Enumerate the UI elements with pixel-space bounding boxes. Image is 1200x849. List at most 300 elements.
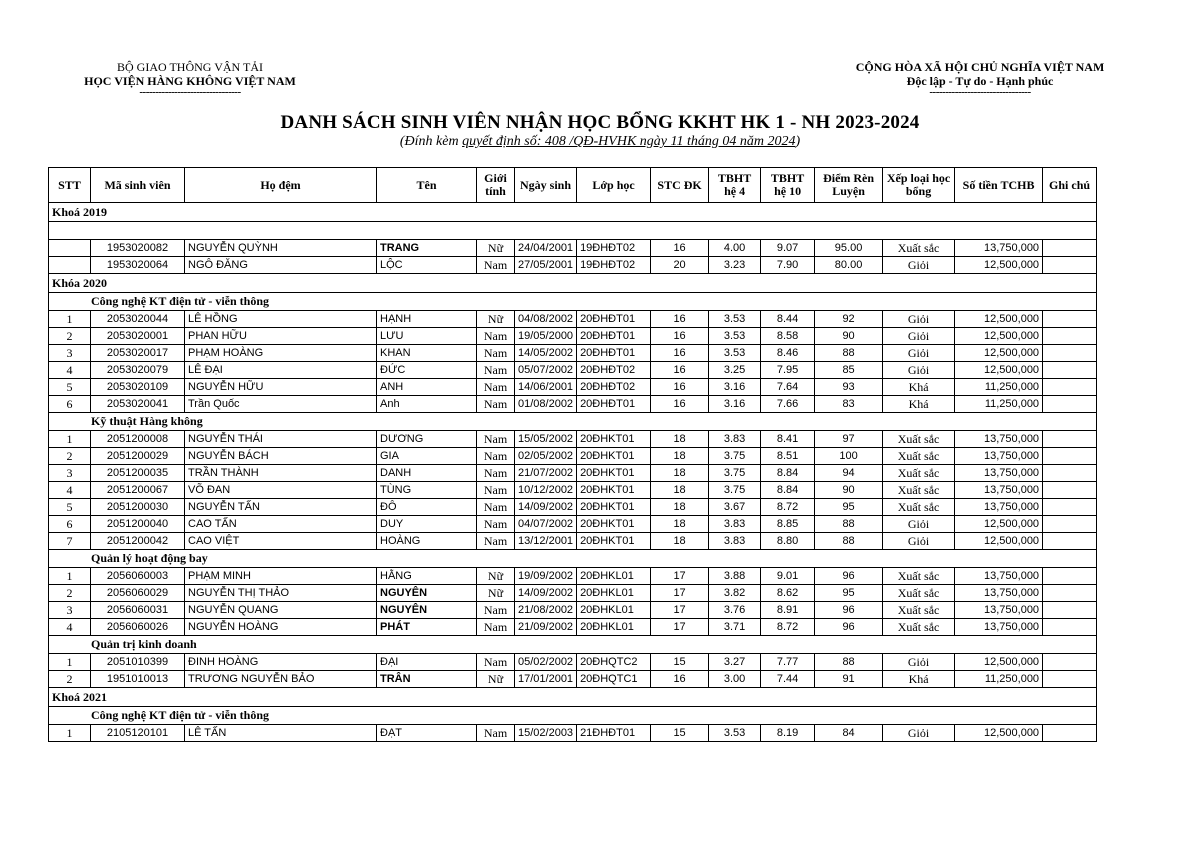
- cell-birth-date: 24/04/2001: [515, 240, 577, 257]
- cell-student-id: 2056060003: [91, 568, 185, 585]
- cell-gpa-4: 3.76: [709, 602, 761, 619]
- cell-gpa-10: 8.84: [761, 482, 815, 499]
- cell-last-middle-name: PHẠM MINH: [185, 568, 377, 585]
- cell-student-id: 2051200008: [91, 431, 185, 448]
- col-header-stt: STT: [49, 168, 91, 203]
- col-header-student-id: Mã sinh viên: [91, 168, 185, 203]
- cell-stt: 3: [49, 465, 91, 482]
- cell-gpa-10: 8.72: [761, 499, 815, 516]
- cell-gpa-10: 7.90: [761, 257, 815, 274]
- cell-class: 20ĐHQTC1: [577, 671, 651, 688]
- cell-amount: 13,750,000: [955, 465, 1043, 482]
- cell-note: [1043, 431, 1097, 448]
- cell-credits: 16: [651, 362, 709, 379]
- cell-student-id: 2051200042: [91, 533, 185, 550]
- cell-amount: 13,750,000: [955, 482, 1043, 499]
- cell-amount: 12,500,000: [955, 362, 1043, 379]
- cell-class: 21ĐHĐT01: [577, 725, 651, 742]
- cell-last-middle-name: NGUYỄN BÁCH: [185, 448, 377, 465]
- col-header-first-name: Tên: [377, 168, 477, 203]
- table-row: [49, 311, 1097, 328]
- col-header-gender: Giới tính: [477, 168, 515, 203]
- cell-class: 20ĐHKT01: [577, 516, 651, 533]
- cell-credits: 15: [651, 654, 709, 671]
- cell-gpa-4: 3.53: [709, 328, 761, 345]
- cell-scholarship-rank: Giỏi: [883, 345, 955, 362]
- cell-gpa-4: 3.53: [709, 725, 761, 742]
- cell-scholarship-rank: Khá: [883, 379, 955, 396]
- cell-conduct-score: 85: [815, 362, 883, 379]
- cell-scholarship-rank: Giỏi: [883, 311, 955, 328]
- cell-student-id: 1953020064: [91, 257, 185, 274]
- cell-last-middle-name: TRƯƠNG NGUYỄN BẢO: [185, 671, 377, 688]
- cell-amount: 11,250,000: [955, 671, 1043, 688]
- cell-gender: Nam: [477, 379, 515, 396]
- cell-birth-date: 10/12/2002: [515, 482, 577, 499]
- cell-gpa-4: 3.75: [709, 448, 761, 465]
- cell-gender: Nam: [477, 654, 515, 671]
- table-body: [49, 203, 1097, 742]
- cell-note: [1043, 533, 1097, 550]
- cell-gpa-10: 8.46: [761, 345, 815, 362]
- cell-amount: 13,750,000: [955, 448, 1043, 465]
- col-header-amount: Số tiền TCHB: [955, 168, 1043, 203]
- table-row: [49, 431, 1097, 448]
- table-row: [49, 396, 1097, 413]
- cell-class: 20ĐHKT01: [577, 482, 651, 499]
- cell-last-middle-name: LÊ ĐẠI: [185, 362, 377, 379]
- col-header-credits: STC ĐK: [651, 168, 709, 203]
- cell-scholarship-rank: Giỏi: [883, 654, 955, 671]
- cell-student-id: 2051200040: [91, 516, 185, 533]
- table-row: [49, 499, 1097, 516]
- cell-gender: Nam: [477, 396, 515, 413]
- major-label: Kỹ thuật Hàng không: [49, 413, 1097, 431]
- col-header-gpa-10: TBHT hệ 10: [761, 168, 815, 203]
- cell-stt: 4: [49, 362, 91, 379]
- cell-gender: Nữ: [477, 671, 515, 688]
- decision-reference: quyết định số: 408 /QĐ-HVHK ngày 11 tháng 04 năm 2024: [462, 134, 796, 149]
- cell-conduct-score: 96: [815, 619, 883, 636]
- scholarship-table: [48, 167, 1097, 742]
- cell-gpa-10: 8.19: [761, 725, 815, 742]
- table-row: [49, 328, 1097, 345]
- cell-class: 20ĐHĐT01: [577, 311, 651, 328]
- cell-credits: 18: [651, 431, 709, 448]
- cell-birth-date: 05/02/2002: [515, 654, 577, 671]
- cell-note: [1043, 345, 1097, 362]
- cell-stt: 1: [49, 431, 91, 448]
- cell-credits: 15: [651, 725, 709, 742]
- col-header-gpa-4: TBHT hệ 4: [709, 168, 761, 203]
- cell-birth-date: 14/09/2002: [515, 499, 577, 516]
- country-name: CỘNG HÒA XÃ HỘI CHỦ NGHĨA VIỆT NAM: [855, 60, 1105, 74]
- cell-student-id: 2105120101: [91, 725, 185, 742]
- cell-last-middle-name: LÊ HỒNG: [185, 311, 377, 328]
- cell-gpa-4: 4.00: [709, 240, 761, 257]
- cell-conduct-score: 88: [815, 516, 883, 533]
- cell-note: [1043, 619, 1097, 636]
- cell-amount: 12,500,000: [955, 257, 1043, 274]
- subtitle-suffix: ): [795, 134, 801, 149]
- cell-gpa-4: 3.71: [709, 619, 761, 636]
- col-header-class: Lớp học: [577, 168, 651, 203]
- cell-first-name: HẰNG: [377, 568, 477, 585]
- cell-gpa-4: 3.75: [709, 482, 761, 499]
- cell-class: 20ĐHĐT01: [577, 328, 651, 345]
- cell-last-middle-name: TRẦN THÀNH: [185, 465, 377, 482]
- cell-first-name: ĐỨC: [377, 362, 477, 379]
- cell-last-middle-name: Trần Quốc: [185, 396, 377, 413]
- cell-student-id: 2051200035: [91, 465, 185, 482]
- cell-last-middle-name: NGÔ ĐĂNG: [185, 257, 377, 274]
- cell-gpa-10: 7.44: [761, 671, 815, 688]
- table-row: [49, 533, 1097, 550]
- document-title: DANH SÁCH SINH VIÊN NHẬN HỌC BỔNG KKHT HK 1 - NH 2023-2024: [280, 112, 920, 133]
- cell-amount: 12,500,000: [955, 725, 1043, 742]
- cell-birth-date: 21/07/2002: [515, 465, 577, 482]
- cell-birth-date: 15/02/2003: [515, 725, 577, 742]
- cell-gpa-10: 7.66: [761, 396, 815, 413]
- major-label: Công nghệ KT điện tử - viễn thông: [49, 707, 1097, 725]
- cell-birth-date: 21/09/2002: [515, 619, 577, 636]
- table-row: [49, 568, 1097, 585]
- cell-student-id: 1951010013: [91, 671, 185, 688]
- cell-gpa-4: 3.83: [709, 533, 761, 550]
- table-row: [49, 619, 1097, 636]
- cell-gpa-10: 7.64: [761, 379, 815, 396]
- cell-conduct-score: 92: [815, 311, 883, 328]
- cell-birth-date: 04/07/2002: [515, 516, 577, 533]
- cell-note: [1043, 362, 1097, 379]
- cell-birth-date: 15/05/2002: [515, 431, 577, 448]
- cell-last-middle-name: CAO TẤN: [185, 516, 377, 533]
- cell-note: [1043, 379, 1097, 396]
- cell-scholarship-rank: Xuất sắc: [883, 240, 955, 257]
- cell-note: [1043, 499, 1097, 516]
- cell-amount: 12,500,000: [955, 328, 1043, 345]
- cell-class: 20ĐHKL01: [577, 568, 651, 585]
- cell-student-id: 2053020079: [91, 362, 185, 379]
- cell-gpa-4: 3.67: [709, 499, 761, 516]
- cell-class: 20ĐHKT01: [577, 465, 651, 482]
- cohort-label: Khóa 2020: [49, 274, 1097, 293]
- cell-scholarship-rank: Xuất sắc: [883, 465, 955, 482]
- table-row: [49, 671, 1097, 688]
- col-header-last-middle-name: Họ đệm: [185, 168, 377, 203]
- cell-student-id: 2051200030: [91, 499, 185, 516]
- header-left: [55, 60, 325, 97]
- cell-class: 19ĐHĐT02: [577, 257, 651, 274]
- cell-gender: Nam: [477, 257, 515, 274]
- cell-gpa-4: 3.16: [709, 396, 761, 413]
- cell-note: [1043, 482, 1097, 499]
- major-row: [49, 550, 1097, 568]
- cell-note: [1043, 516, 1097, 533]
- cell-stt: 3: [49, 345, 91, 362]
- cell-note: [1043, 725, 1097, 742]
- cell-student-id: 2056060031: [91, 602, 185, 619]
- cell-stt: 2: [49, 448, 91, 465]
- cell-first-name: DƯƠNG: [377, 431, 477, 448]
- cell-student-id: 2053020109: [91, 379, 185, 396]
- cell-scholarship-rank: Giỏi: [883, 516, 955, 533]
- cell-credits: 16: [651, 396, 709, 413]
- cell-gender: Nam: [477, 619, 515, 636]
- cell-last-middle-name: NGUYỄN QUANG: [185, 602, 377, 619]
- major-row: [49, 293, 1097, 311]
- cell-conduct-score: 94: [815, 465, 883, 482]
- cell-note: [1043, 585, 1097, 602]
- cell-gpa-4: 3.53: [709, 311, 761, 328]
- document-subtitle: [0, 134, 1200, 150]
- cell-note: [1043, 311, 1097, 328]
- cell-amount: 12,500,000: [955, 516, 1043, 533]
- cell-class: 20ĐHQTC2: [577, 654, 651, 671]
- cell-stt: 4: [49, 482, 91, 499]
- cell-last-middle-name: NGUYỄN TẤN: [185, 499, 377, 516]
- cell-gpa-4: 3.16: [709, 379, 761, 396]
- cell-scholarship-rank: Giỏi: [883, 257, 955, 274]
- cell-conduct-score: 80.00: [815, 257, 883, 274]
- cell-gender: Nữ: [477, 568, 515, 585]
- cell-credits: 18: [651, 516, 709, 533]
- cell-stt: 1: [49, 654, 91, 671]
- cell-birth-date: 05/07/2002: [515, 362, 577, 379]
- cell-stt: 6: [49, 516, 91, 533]
- cell-credits: 17: [651, 602, 709, 619]
- cell-amount: 13,750,000: [955, 568, 1043, 585]
- col-header-scholarship-rank: Xếp loại học bổng: [883, 168, 955, 203]
- country-motto: Độc lập - Tự do - Hạnh phúc: [906, 74, 1054, 88]
- cell-student-id: 2053020017: [91, 345, 185, 362]
- header-left-rule: --------------------------------: [139, 86, 241, 98]
- major-label: Quản lý hoạt động bay: [49, 550, 1097, 568]
- cell-birth-date: 04/08/2002: [515, 311, 577, 328]
- table-header-row: [49, 168, 1097, 203]
- cell-stt: 5: [49, 379, 91, 396]
- major-row: [49, 636, 1097, 654]
- cell-first-name: NGUYÊN: [377, 602, 477, 619]
- cell-gpa-10: 8.85: [761, 516, 815, 533]
- cell-class: 20ĐHĐT02: [577, 362, 651, 379]
- cell-gpa-10: 8.91: [761, 602, 815, 619]
- cell-amount: 12,500,000: [955, 533, 1043, 550]
- cell-gpa-10: 8.72: [761, 619, 815, 636]
- cell-gpa-4: 3.25: [709, 362, 761, 379]
- cell-student-id: 2053020044: [91, 311, 185, 328]
- ministry-name: BỘ GIAO THÔNG VẬN TẢI: [117, 60, 263, 74]
- cell-class: 20ĐHĐT02: [577, 379, 651, 396]
- cell-amount: 13,750,000: [955, 585, 1043, 602]
- cell-scholarship-rank: Giỏi: [883, 533, 955, 550]
- cell-student-id: 2053020041: [91, 396, 185, 413]
- cell-first-name: DANH: [377, 465, 477, 482]
- cell-scholarship-rank: Xuất sắc: [883, 499, 955, 516]
- cell-credits: 18: [651, 448, 709, 465]
- cell-first-name: Anh: [377, 396, 477, 413]
- cell-scholarship-rank: Giỏi: [883, 362, 955, 379]
- cell-last-middle-name: PHAN HỮU: [185, 328, 377, 345]
- table-row: [49, 379, 1097, 396]
- major-row: [49, 222, 1097, 240]
- cell-amount: 13,750,000: [955, 240, 1043, 257]
- cell-student-id: 2053020001: [91, 328, 185, 345]
- cell-student-id: 2051200029: [91, 448, 185, 465]
- cell-note: [1043, 602, 1097, 619]
- cell-student-id: 2056060026: [91, 619, 185, 636]
- col-header-conduct-score: Điểm Rèn Luyện: [815, 168, 883, 203]
- cell-last-middle-name: NGUYỄN HOÀNG: [185, 619, 377, 636]
- cell-stt: 1: [49, 568, 91, 585]
- table-row: [49, 240, 1097, 257]
- major-label: [49, 222, 1097, 240]
- cell-amount: 11,250,000: [955, 396, 1043, 413]
- cell-gpa-4: 3.83: [709, 431, 761, 448]
- subtitle-prefix: (Đính kèm: [399, 134, 463, 149]
- cell-note: [1043, 654, 1097, 671]
- cell-conduct-score: 96: [815, 602, 883, 619]
- table-row: [49, 465, 1097, 482]
- cell-scholarship-rank: Giỏi: [883, 328, 955, 345]
- table-row: [49, 602, 1097, 619]
- cohort-label: Khoá 2021: [49, 688, 1097, 707]
- cell-credits: 18: [651, 499, 709, 516]
- cell-scholarship-rank: Xuất sắc: [883, 431, 955, 448]
- cell-gpa-4: 3.00: [709, 671, 761, 688]
- major-label: Công nghệ KT điện tử - viễn thông: [49, 293, 1097, 311]
- cell-first-name: HẠNH: [377, 311, 477, 328]
- table-row: [49, 482, 1097, 499]
- cell-amount: 12,500,000: [955, 345, 1043, 362]
- cell-first-name: LƯU: [377, 328, 477, 345]
- cell-conduct-score: 95: [815, 499, 883, 516]
- header-right: [815, 60, 1145, 97]
- cell-gpa-10: 8.58: [761, 328, 815, 345]
- cell-note: [1043, 671, 1097, 688]
- cell-gender: Nam: [477, 431, 515, 448]
- cell-gpa-4: 3.83: [709, 516, 761, 533]
- cell-conduct-score: 83: [815, 396, 883, 413]
- cell-first-name: ĐẠI: [377, 654, 477, 671]
- cell-birth-date: 14/09/2002: [515, 585, 577, 602]
- cell-credits: 16: [651, 240, 709, 257]
- cohort-row: [49, 274, 1097, 293]
- cell-first-name: TÙNG: [377, 482, 477, 499]
- cell-first-name: ANH: [377, 379, 477, 396]
- cell-gpa-10: 8.62: [761, 585, 815, 602]
- cell-stt: 1: [49, 311, 91, 328]
- cell-credits: 16: [651, 671, 709, 688]
- cell-conduct-score: 96: [815, 568, 883, 585]
- cell-gpa-4: 3.23: [709, 257, 761, 274]
- cell-scholarship-rank: Xuất sắc: [883, 585, 955, 602]
- cell-stt: 1: [49, 725, 91, 742]
- cell-class: 20ĐHKT01: [577, 431, 651, 448]
- cell-credits: 17: [651, 568, 709, 585]
- cell-gender: Nam: [477, 328, 515, 345]
- header-right-rule: --------------------------------: [929, 86, 1031, 98]
- cell-note: [1043, 396, 1097, 413]
- cell-class: 20ĐHKT01: [577, 533, 651, 550]
- cell-conduct-score: 90: [815, 482, 883, 499]
- cell-stt: 4: [49, 619, 91, 636]
- cell-scholarship-rank: Xuất sắc: [883, 619, 955, 636]
- cell-credits: 17: [651, 585, 709, 602]
- cell-last-middle-name: NGUYỄN THÁI: [185, 431, 377, 448]
- table-row: [49, 448, 1097, 465]
- cell-first-name: NGUYÊN: [377, 585, 477, 602]
- cell-gpa-10: 8.51: [761, 448, 815, 465]
- cell-conduct-score: 97: [815, 431, 883, 448]
- cell-last-middle-name: ĐINH HOÀNG: [185, 654, 377, 671]
- cell-conduct-score: 95: [815, 585, 883, 602]
- cell-credits: 16: [651, 379, 709, 396]
- cell-last-middle-name: LÊ TẤN: [185, 725, 377, 742]
- cell-student-id: 2051200067: [91, 482, 185, 499]
- cell-stt: 2: [49, 328, 91, 345]
- cell-scholarship-rank: Xuất sắc: [883, 602, 955, 619]
- cell-gpa-10: 9.01: [761, 568, 815, 585]
- cell-credits: 16: [651, 311, 709, 328]
- cell-birth-date: 13/12/2001: [515, 533, 577, 550]
- cell-gender: Nam: [477, 482, 515, 499]
- cell-class: 19ĐHĐT02: [577, 240, 651, 257]
- cell-conduct-score: 88: [815, 654, 883, 671]
- cell-class: 20ĐHKT01: [577, 499, 651, 516]
- cell-scholarship-rank: Khá: [883, 396, 955, 413]
- cell-credits: 18: [651, 533, 709, 550]
- cell-first-name: HOÀNG: [377, 533, 477, 550]
- major-row: [49, 707, 1097, 725]
- cell-gpa-10: 7.95: [761, 362, 815, 379]
- cell-birth-date: 27/05/2001: [515, 257, 577, 274]
- major-row: [49, 413, 1097, 431]
- cell-first-name: TRÂN: [377, 671, 477, 688]
- cell-gpa-10: 8.44: [761, 311, 815, 328]
- cell-gender: Nam: [477, 516, 515, 533]
- cell-amount: 12,500,000: [955, 654, 1043, 671]
- cell-amount: 12,500,000: [955, 311, 1043, 328]
- cell-first-name: TRANG: [377, 240, 477, 257]
- cell-birth-date: 21/08/2002: [515, 602, 577, 619]
- cell-amount: 13,750,000: [955, 602, 1043, 619]
- cell-birth-date: 19/05/2000: [515, 328, 577, 345]
- cell-stt: [49, 240, 91, 257]
- cell-credits: 18: [651, 482, 709, 499]
- cell-birth-date: 14/05/2002: [515, 345, 577, 362]
- cell-stt: 2: [49, 585, 91, 602]
- cell-gpa-4: 3.75: [709, 465, 761, 482]
- cell-last-middle-name: NGUYỄN QUỲNH: [185, 240, 377, 257]
- cell-birth-date: 01/08/2002: [515, 396, 577, 413]
- cell-note: [1043, 240, 1097, 257]
- table-row: [49, 654, 1097, 671]
- cell-gpa-4: 3.82: [709, 585, 761, 602]
- cell-gender: Nam: [477, 533, 515, 550]
- cell-stt: 7: [49, 533, 91, 550]
- cell-gpa-4: 3.53: [709, 345, 761, 362]
- cell-last-middle-name: VÕ ĐAN: [185, 482, 377, 499]
- cell-first-name: ĐẠT: [377, 725, 477, 742]
- cell-stt: 2: [49, 671, 91, 688]
- col-header-birth-date: Ngày sinh: [515, 168, 577, 203]
- table-row: [49, 345, 1097, 362]
- cell-credits: 17: [651, 619, 709, 636]
- cell-birth-date: 14/06/2001: [515, 379, 577, 396]
- cell-scholarship-rank: Giỏi: [883, 725, 955, 742]
- cell-conduct-score: 100: [815, 448, 883, 465]
